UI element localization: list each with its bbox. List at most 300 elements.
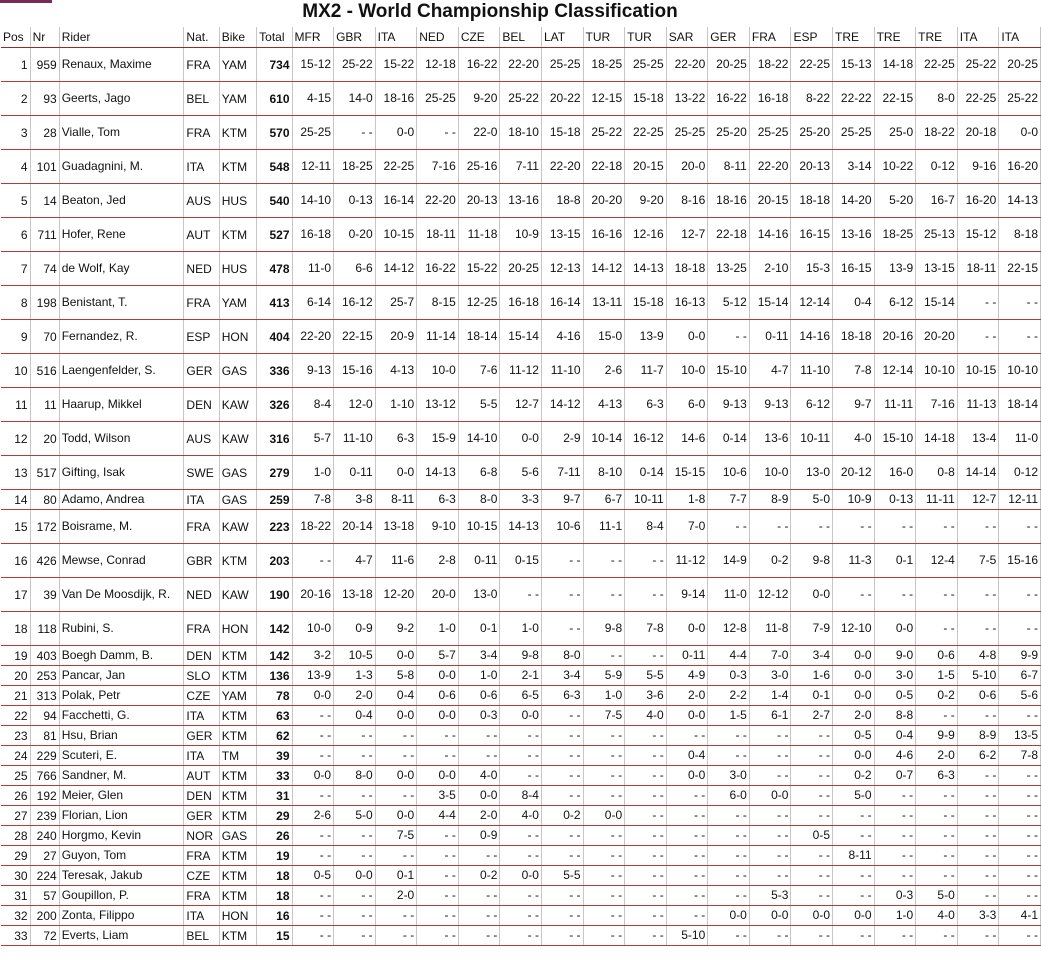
cell-nat: CZE: [184, 686, 219, 706]
cell-race-result: - -: [916, 846, 958, 866]
cell-rider: Everts, Liam: [59, 926, 184, 946]
cell-race-result: - -: [957, 510, 999, 544]
cell-race-result: 6-12: [874, 286, 916, 320]
cell-race-result: 10-0: [292, 612, 334, 646]
cell-race-result: 2-9: [541, 422, 583, 456]
cell-rider: Facchetti, G.: [59, 706, 184, 726]
cell-race-result: 25-25: [625, 48, 667, 82]
cell-bike: GAS: [219, 490, 256, 510]
cell-race-result: 10-9: [833, 490, 875, 510]
cell-race-result: 1-0: [292, 456, 334, 490]
cell-nat: ITA: [184, 706, 219, 726]
cell-race-result: 14-12: [375, 252, 417, 286]
cell-race-result: - -: [749, 746, 791, 766]
cell-race-result: - -: [999, 786, 1041, 806]
cell-race-result: 15-10: [874, 422, 916, 456]
cell-race-result: 8-11: [708, 150, 750, 184]
cell-race-result: 6-0: [666, 388, 708, 422]
cell-nr: 766: [30, 766, 59, 786]
cell-race-result: 3-4: [458, 646, 500, 666]
cell-race-result: 20-16: [292, 578, 334, 612]
cell-race-result: 0-8: [916, 456, 958, 490]
cell-rider: Mewse, Conrad: [59, 544, 184, 578]
cell-rider: Guyon, Tom: [59, 846, 184, 866]
cell-race-result: 3-4: [541, 666, 583, 686]
table-row: [1, 456, 1041, 490]
cell-race-result: - -: [334, 726, 376, 746]
cell-race-result: 13-16: [833, 218, 875, 252]
cell-race-result: 7-6: [458, 354, 500, 388]
cell-total: 26: [257, 826, 292, 846]
cell-nat: DEN: [184, 388, 219, 422]
cell-race-result: - -: [583, 846, 625, 866]
cell-race-result: - -: [749, 766, 791, 786]
header-bike: Bike: [219, 27, 256, 48]
cell-race-result: 14-10: [292, 184, 334, 218]
cell-nat: FRA: [184, 286, 219, 320]
header-race: BEL: [500, 27, 542, 48]
cell-race-result: - -: [625, 826, 667, 846]
cell-rider: Goupillon, P.: [59, 886, 184, 906]
cell-race-result: 10-15: [458, 510, 500, 544]
header-race: FRA: [749, 27, 791, 48]
cell-race-result: 11-18: [458, 218, 500, 252]
cell-nat: GER: [184, 726, 219, 746]
cell-race-result: 12-13: [541, 252, 583, 286]
cell-race-result: 7-0: [749, 646, 791, 666]
cell-race-result: 16-22: [417, 252, 459, 286]
table-row: [1, 490, 1041, 510]
cell-race-result: 9-2: [375, 612, 417, 646]
cell-pos: 4: [1, 150, 30, 184]
cell-nat: ITA: [184, 150, 219, 184]
cell-race-result: 0-6: [417, 686, 459, 706]
cell-nat: FRA: [184, 48, 219, 82]
cell-race-result: 12-15: [583, 82, 625, 116]
header-race: ITA: [957, 27, 999, 48]
cell-race-result: 8-11: [833, 846, 875, 866]
cell-race-result: - -: [833, 826, 875, 846]
header-nat: Nat.: [184, 27, 219, 48]
cell-race-result: 2-0: [375, 886, 417, 906]
table-row: [1, 786, 1041, 806]
cell-race-result: 5-8: [375, 666, 417, 686]
cell-race-result: 25-25: [833, 116, 875, 150]
cell-race-result: 1-4: [749, 686, 791, 706]
cell-race-result: - -: [791, 746, 833, 766]
cell-pos: 20: [1, 666, 30, 686]
cell-race-result: 25-25: [417, 82, 459, 116]
cell-bike: KAW: [219, 422, 256, 456]
cell-total: 136: [257, 666, 292, 686]
cell-race-result: 12-8: [708, 612, 750, 646]
cell-race-result: 22-15: [334, 320, 376, 354]
cell-nr: 57: [30, 886, 59, 906]
cell-race-result: - -: [458, 906, 500, 926]
cell-race-result: - -: [541, 706, 583, 726]
cell-race-result: 7-8: [292, 490, 334, 510]
cell-nr: 81: [30, 726, 59, 746]
cell-race-result: 22-20: [292, 320, 334, 354]
cell-race-result: 12-4: [916, 544, 958, 578]
cell-race-result: 22-18: [708, 218, 750, 252]
cell-race-result: 10-11: [791, 422, 833, 456]
cell-race-result: - -: [874, 846, 916, 866]
cell-nr: 39: [30, 578, 59, 612]
cell-race-result: 13-15: [541, 218, 583, 252]
cell-race-result: 18-11: [957, 252, 999, 286]
cell-race-result: - -: [541, 786, 583, 806]
cell-race-result: 10-10: [999, 354, 1041, 388]
cell-race-result: 0-0: [708, 906, 750, 926]
cell-race-result: - -: [334, 116, 376, 150]
cell-race-result: - -: [292, 786, 334, 806]
cell-race-result: 22-20: [666, 48, 708, 82]
cell-race-result: 5-5: [458, 388, 500, 422]
cell-race-result: 25-25: [749, 116, 791, 150]
cell-race-result: - -: [625, 746, 667, 766]
cell-rider: Teresak, Jakub: [59, 866, 184, 886]
cell-nat: FRA: [184, 846, 219, 866]
cell-bike: HON: [219, 320, 256, 354]
cell-nr: 94: [30, 706, 59, 726]
cell-race-result: 0-1: [874, 544, 916, 578]
cell-race-result: 22-20: [541, 150, 583, 184]
cell-race-result: 14-13: [417, 456, 459, 490]
cell-race-result: - -: [666, 806, 708, 826]
cell-total: 18: [257, 866, 292, 886]
cell-race-result: - -: [957, 612, 999, 646]
cell-race-result: 18-14: [458, 320, 500, 354]
cell-race-result: 16-18: [749, 82, 791, 116]
cell-race-result: 10-14: [583, 422, 625, 456]
cell-race-result: 16-12: [625, 422, 667, 456]
cell-race-result: 0-13: [874, 490, 916, 510]
table-row: [1, 866, 1041, 886]
cell-nr: 198: [30, 286, 59, 320]
cell-race-result: - -: [292, 706, 334, 726]
cell-race-result: - -: [334, 906, 376, 926]
header-race: TRE: [916, 27, 958, 48]
cell-race-result: 11-13: [957, 388, 999, 422]
cell-race-result: 3-0: [749, 666, 791, 686]
cell-pos: 25: [1, 766, 30, 786]
cell-race-result: - -: [916, 510, 958, 544]
cell-race-result: - -: [999, 866, 1041, 886]
cell-race-result: 22-18: [583, 150, 625, 184]
cell-race-result: 0-3: [458, 706, 500, 726]
cell-race-result: 2-6: [583, 354, 625, 388]
cell-race-result: 13-4: [957, 422, 999, 456]
cell-race-result: 3-0: [708, 766, 750, 786]
cell-race-result: 0-6: [957, 686, 999, 706]
cell-bike: HUS: [219, 252, 256, 286]
cell-race-result: 0-4: [375, 686, 417, 706]
cell-pos: 18: [1, 612, 30, 646]
cell-race-result: 0-3: [874, 886, 916, 906]
cell-race-result: 10-6: [541, 510, 583, 544]
cell-race-result: 16-16: [583, 218, 625, 252]
cell-race-result: - -: [583, 578, 625, 612]
cell-race-result: 3-14: [833, 150, 875, 184]
cell-race-result: - -: [708, 866, 750, 886]
cell-nr: 14: [30, 184, 59, 218]
cell-race-result: - -: [833, 806, 875, 826]
cell-race-result: - -: [541, 766, 583, 786]
cell-race-result: - -: [500, 578, 542, 612]
cell-race-result: 4-0: [916, 906, 958, 926]
cell-total: 259: [257, 490, 292, 510]
cell-race-result: 3-6: [625, 686, 667, 706]
cell-nat: AUS: [184, 184, 219, 218]
cell-race-result: - -: [957, 320, 999, 354]
cell-race-result: - -: [417, 116, 459, 150]
classification-table: [1, 27, 1041, 946]
cell-nr: 70: [30, 320, 59, 354]
cell-bike: KTM: [219, 544, 256, 578]
cell-nat: AUT: [184, 218, 219, 252]
cell-race-result: 4-4: [708, 646, 750, 666]
cell-bike: KTM: [219, 666, 256, 686]
cell-race-result: 13-9: [625, 320, 667, 354]
cell-total: 39: [257, 746, 292, 766]
cell-race-result: 0-0: [791, 906, 833, 926]
cell-race-result: 3-3: [500, 490, 542, 510]
cell-race-result: 4-8: [957, 646, 999, 666]
cell-nat: NED: [184, 252, 219, 286]
header-race: ESP: [791, 27, 833, 48]
cell-race-result: 12-11: [292, 150, 334, 184]
cell-race-result: 0-0: [500, 422, 542, 456]
cell-total: 527: [257, 218, 292, 252]
cell-race-result: - -: [541, 746, 583, 766]
cell-race-result: 5-20: [874, 184, 916, 218]
cell-race-result: - -: [666, 886, 708, 906]
cell-race-result: - -: [957, 826, 999, 846]
cell-race-result: - -: [916, 706, 958, 726]
cell-race-result: - -: [375, 746, 417, 766]
cell-race-result: 25-25: [666, 116, 708, 150]
table-row: [1, 646, 1041, 666]
cell-race-result: 8-16: [666, 184, 708, 218]
cell-race-result: 15-3: [791, 252, 833, 286]
cell-race-result: - -: [292, 926, 334, 946]
cell-pos: 22: [1, 706, 30, 726]
cell-race-result: - -: [625, 544, 667, 578]
cell-race-result: 15-9: [417, 422, 459, 456]
cell-race-result: 15-16: [334, 354, 376, 388]
cell-race-result: 1-0: [458, 666, 500, 686]
cell-race-result: - -: [749, 510, 791, 544]
table-row: [1, 252, 1041, 286]
cell-race-result: - -: [500, 846, 542, 866]
cell-nr: 200: [30, 906, 59, 926]
cell-race-result: 9-7: [833, 388, 875, 422]
cell-race-result: 11-0: [292, 252, 334, 286]
cell-race-result: 22-15: [874, 82, 916, 116]
cell-race-result: 20-9: [375, 320, 417, 354]
cell-bike: KTM: [219, 926, 256, 946]
cell-race-result: - -: [957, 926, 999, 946]
cell-race-result: 6-3: [916, 766, 958, 786]
cell-race-result: - -: [583, 886, 625, 906]
table-row: [1, 806, 1041, 826]
cell-race-result: 7-5: [957, 544, 999, 578]
cell-race-result: 5-6: [999, 686, 1041, 706]
cell-race-result: 6-6: [334, 252, 376, 286]
cell-race-result: 5-5: [541, 866, 583, 886]
cell-race-result: 18-22: [749, 48, 791, 82]
table-row: [1, 422, 1041, 456]
cell-bike: TM: [219, 746, 256, 766]
cell-rider: Geerts, Jago: [59, 82, 184, 116]
cell-race-result: 7-5: [375, 826, 417, 846]
cell-race-result: 3-2: [292, 646, 334, 666]
cell-race-result: - -: [417, 726, 459, 746]
table-row: [1, 544, 1041, 578]
cell-race-result: - -: [292, 906, 334, 926]
cell-bike: KTM: [219, 786, 256, 806]
cell-race-result: 4-16: [541, 320, 583, 354]
cell-race-result: 4-0: [833, 422, 875, 456]
cell-pos: 8: [1, 286, 30, 320]
cell-race-result: 14-13: [625, 252, 667, 286]
cell-rider: Florian, Lion: [59, 806, 184, 826]
cell-race-result: - -: [708, 846, 750, 866]
cell-race-result: 12-7: [666, 218, 708, 252]
cell-rider: Boisrame, M.: [59, 510, 184, 544]
cell-race-result: 7-16: [916, 388, 958, 422]
cell-race-result: 16-15: [833, 252, 875, 286]
cell-race-result: 16-12: [334, 286, 376, 320]
cell-race-result: - -: [583, 766, 625, 786]
cell-race-result: 2-0: [458, 806, 500, 826]
table-row: [1, 48, 1041, 82]
cell-race-result: 2-2: [708, 686, 750, 706]
cell-race-result: 25-20: [791, 116, 833, 150]
cell-bike: GAS: [219, 354, 256, 388]
cell-race-result: 9-9: [999, 646, 1041, 666]
cell-race-result: - -: [417, 846, 459, 866]
cell-nr: 11: [30, 388, 59, 422]
cell-race-result: 12-16: [625, 218, 667, 252]
cell-pos: 5: [1, 184, 30, 218]
cell-race-result: 13-18: [334, 578, 376, 612]
cell-total: 63: [257, 706, 292, 726]
cell-race-result: 5-10: [666, 926, 708, 946]
cell-total: 734: [257, 48, 292, 82]
cell-race-result: - -: [541, 826, 583, 846]
cell-race-result: 8-22: [791, 82, 833, 116]
cell-pos: 3: [1, 116, 30, 150]
cell-race-result: 0-0: [583, 806, 625, 826]
table-row: [1, 666, 1041, 686]
cell-race-result: 20-0: [417, 578, 459, 612]
cell-race-result: 8-0: [916, 82, 958, 116]
cell-race-result: 18-18: [791, 184, 833, 218]
cell-total: 223: [257, 510, 292, 544]
cell-race-result: - -: [583, 544, 625, 578]
cell-race-result: 5-0: [791, 490, 833, 510]
cell-race-result: 13-12: [417, 388, 459, 422]
cell-race-result: 0-0: [833, 906, 875, 926]
cell-race-result: - -: [625, 786, 667, 806]
cell-race-result: - -: [999, 826, 1041, 846]
cell-race-result: - -: [458, 886, 500, 906]
cell-bike: KTM: [219, 218, 256, 252]
cell-rider: Laengenfelder, S.: [59, 354, 184, 388]
cell-pos: 29: [1, 846, 30, 866]
cell-race-result: - -: [583, 746, 625, 766]
cell-race-result: 8-0: [541, 646, 583, 666]
cell-nat: AUS: [184, 422, 219, 456]
cell-race-result: 5-5: [625, 666, 667, 686]
cell-bike: GAS: [219, 826, 256, 846]
cell-race-result: 14-18: [874, 48, 916, 82]
cell-race-result: - -: [916, 926, 958, 946]
cell-total: 610: [257, 82, 292, 116]
cell-race-result: 10-0: [666, 354, 708, 388]
cell-race-result: 18-8: [541, 184, 583, 218]
cell-race-result: 0-0: [833, 686, 875, 706]
cell-race-result: 6-0: [708, 786, 750, 806]
cell-pos: 1: [1, 48, 30, 82]
cell-race-result: - -: [541, 578, 583, 612]
cell-race-result: 25-22: [583, 116, 625, 150]
cell-race-result: - -: [500, 926, 542, 946]
cell-nat: GER: [184, 354, 219, 388]
cell-race-result: 12-10: [833, 612, 875, 646]
cell-nat: GER: [184, 806, 219, 826]
table-row: [1, 906, 1041, 926]
table-row: [1, 218, 1041, 252]
cell-race-result: 0-2: [458, 866, 500, 886]
header-race: ITA: [375, 27, 417, 48]
cell-race-result: - -: [708, 926, 750, 946]
cell-race-result: 0-2: [541, 806, 583, 826]
cell-race-result: - -: [458, 926, 500, 946]
cell-race-result: 10-6: [708, 456, 750, 490]
cell-race-result: - -: [874, 510, 916, 544]
cell-race-result: 4-4: [417, 806, 459, 826]
cell-race-result: 10-0: [417, 354, 459, 388]
cell-race-result: - -: [749, 826, 791, 846]
cell-race-result: 12-18: [417, 48, 459, 82]
cell-race-result: 6-12: [791, 388, 833, 422]
cell-total: 142: [257, 646, 292, 666]
cell-race-result: - -: [292, 886, 334, 906]
cell-bike: KTM: [219, 806, 256, 826]
cell-race-result: 11-8: [749, 612, 791, 646]
cell-race-result: 15-14: [749, 286, 791, 320]
cell-race-result: 20-12: [833, 456, 875, 490]
cell-race-result: - -: [916, 578, 958, 612]
cell-nr: 192: [30, 786, 59, 806]
cell-total: 203: [257, 544, 292, 578]
cell-race-result: 25-20: [708, 116, 750, 150]
cell-race-result: 6-3: [375, 422, 417, 456]
cell-race-result: 9-14: [666, 578, 708, 612]
table-row: [1, 826, 1041, 846]
cell-race-result: 20-20: [583, 184, 625, 218]
cell-race-result: - -: [999, 806, 1041, 826]
cell-race-result: - -: [292, 746, 334, 766]
cell-race-result: 4-15: [292, 82, 334, 116]
cell-race-result: 0-0: [334, 866, 376, 886]
cell-race-result: - -: [999, 286, 1041, 320]
cell-race-result: 15-18: [541, 116, 583, 150]
cell-nat: ITA: [184, 906, 219, 926]
